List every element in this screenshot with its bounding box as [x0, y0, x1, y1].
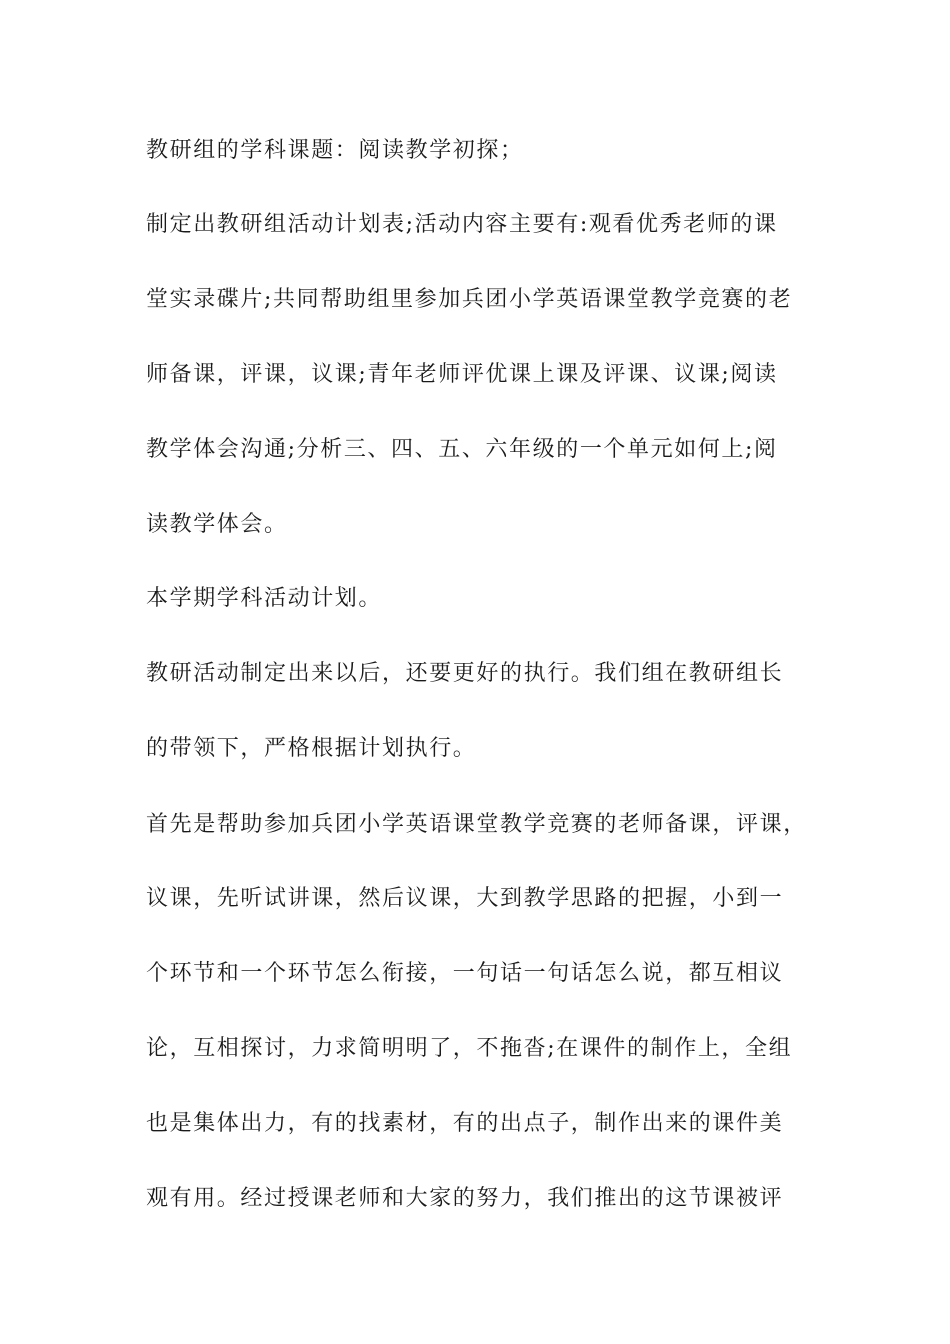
paragraph-line-3: 堂实录碟片;共同帮助组里参加兵团小学英语课堂教学竞赛的老: [146, 287, 793, 312]
paragraph-line-6: 读教学体会。: [146, 512, 288, 537]
paragraph-line-15: 观有用。经过授课老师和大家的努力，我们推出的这节课被评: [146, 1186, 784, 1211]
paragraph-line-13: 论，互相探讨，力求简明明了，不拖沓;在课件的制作上，全组: [146, 1036, 793, 1061]
paragraph-line-2: 制定出教研组活动计划表;活动内容主要有:观看优秀老师的课: [146, 212, 778, 237]
paragraph-line-8: 教研活动制定出来以后，还要更好的执行。我们组在教研组长: [146, 661, 784, 686]
paragraph-line-10: 首先是帮助参加兵团小学英语课堂教学竞赛的老师备课，评课，: [146, 812, 807, 837]
paragraph-line-11: 议课，先听试讲课，然后议课，大到教学思路的把握，小到一: [146, 886, 784, 911]
paragraph-line-5: 教学体会沟通;分析三、四、五、六年级的一个单元如何上;阅: [146, 437, 778, 462]
paragraph-line-14: 也是集体出力，有的找素材，有的出点子，制作出来的课件美: [146, 1111, 784, 1136]
paragraph-line-12: 个环节和一个环节怎么衔接，一句话一句话怎么说，都互相议: [146, 961, 784, 986]
paragraph-line-4: 师备课，评课，议课;青年老师评优课上课及评课、议课;阅读: [146, 362, 778, 387]
paragraph-line-1: 教研组的学科课题：阅读教学初探；: [146, 138, 524, 163]
paragraph-line-9: 的带领下，严格根据计划执行。: [146, 736, 477, 761]
paragraph-line-7: 本学期学科活动计划。: [146, 586, 383, 611]
